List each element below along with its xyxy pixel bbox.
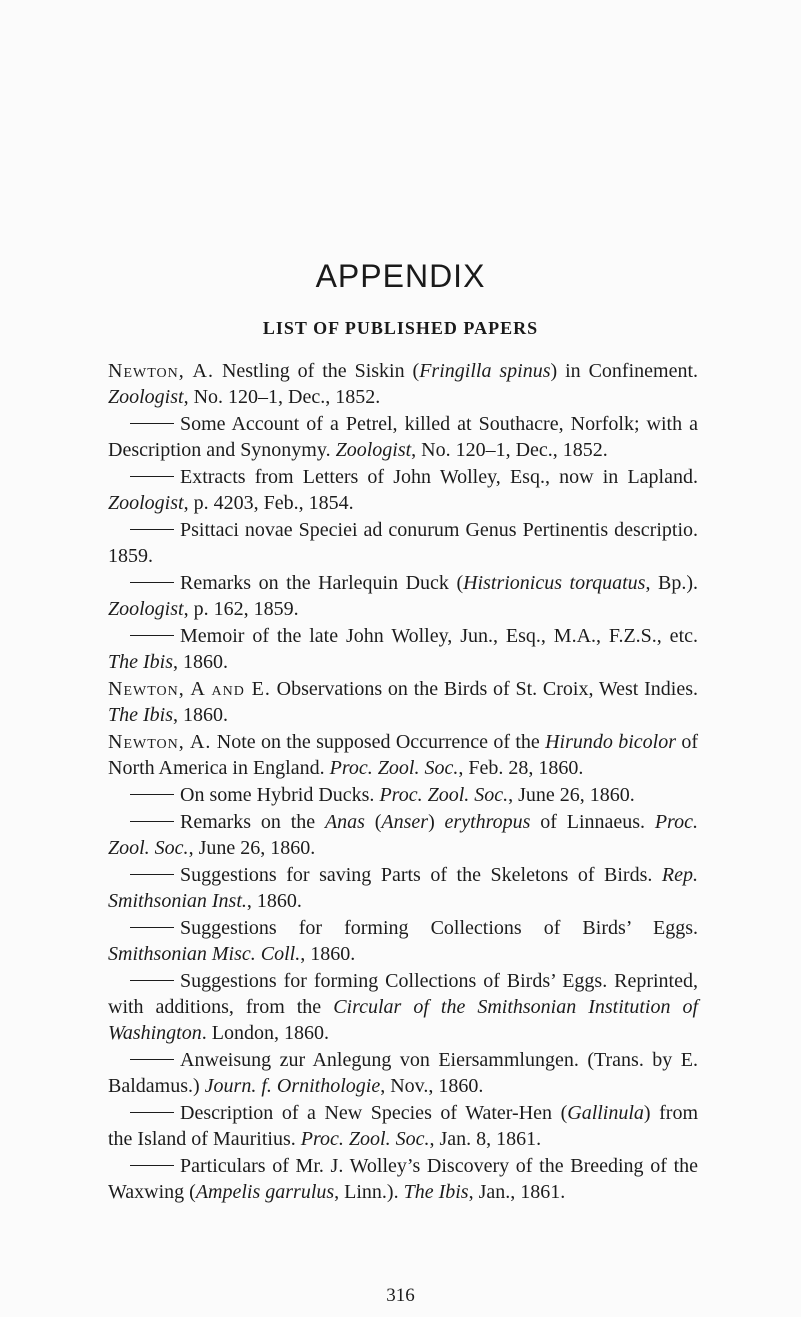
publication-list [108, 358, 698, 1206]
ditto-dash [130, 1112, 174, 1113]
publication-entry: Anweisung zur Anlegung von Eiersammlungen. (Trans. by E. Baldamus.) Journ. f. Ornithologie, Nov., 1860. [108, 1049, 698, 1097]
ditto-dash [130, 635, 174, 636]
ditto-dash [130, 423, 174, 424]
publication-entry: Suggestions for forming Collections of Birds’ Eggs. Smithsonian Misc. Coll., 1860. [108, 917, 698, 965]
publication-entry: Extracts from Letters of John Wolley, Esq., now in Lapland. Zoologist, p. 4203, Feb., 1854. [108, 466, 698, 514]
publication-entry: Newton, A. Nestling of the Siskin (Fringilla spinus) in Confinement. Zoologist, No. 120–1, Dec., 1852. [108, 360, 699, 408]
ditto-dash [130, 874, 174, 875]
entry-author: Newton, A. [108, 360, 214, 382]
page-number: 316 [386, 1285, 415, 1306]
ditto-dash [130, 821, 174, 822]
ditto-dash [130, 980, 174, 981]
publication-entry: Particulars of Mr. J. Wolley’s Discovery of the Breeding of the Waxwing (Ampelis garrulus, Linn.). The Ibis, Jan., 1861. [108, 1155, 698, 1203]
entry-author: Newton, A. [108, 731, 212, 753]
ditto-dash [130, 476, 174, 477]
publication-entry: On some Hybrid Ducks. Proc. Zool. Soc., June 26, 1860. [108, 782, 698, 808]
ditto-dash [130, 794, 174, 795]
publication-entry: Memoir of the late John Wolley, Jun., Esq., M.A., F.Z.S., etc. The Ibis, 1860. [108, 625, 698, 673]
ditto-dash [130, 582, 174, 583]
publication-entry: Newton, A. Note on the supposed Occurrence of the Hirundo bicolor of North America in England. Proc. Zool. Soc., Feb. 28, 1860. [108, 731, 698, 779]
ditto-dash [130, 927, 174, 928]
list-heading: LIST OF PUBLISHED PAPERS [262, 318, 539, 338]
publication-entry: Suggestions for saving Parts of the Skeletons of Birds. Rep. Smithsonian Inst., 1860. [108, 864, 698, 912]
publication-entry: Remarks on the Anas (Anser) erythropus of Linnaeus. Proc. Zool. Soc., June 26, 1860. [108, 811, 698, 859]
publication-entry: Newton, A and E. Observations on the Birds of St. Croix, West Indies. The Ibis, 1860. [108, 678, 699, 726]
entry-author: Newton, A and E. [108, 678, 271, 700]
ditto-dash [130, 1059, 174, 1060]
appendix-title: APPENDIX [315, 258, 486, 294]
publication-entry: Suggestions for forming Collections of Birds’ Eggs. Reprinted, with additions, from the Circular of the Smithsonian Institution of Washington. London, 1860. [108, 970, 698, 1044]
publication-entry: Remarks on the Harlequin Duck (Histrionicus torquatus, Bp.). Zoologist, p. 162, 1859. [108, 572, 698, 620]
publication-entry: Description of a New Species of Water-Hen (Gallinula) from the Island of Mauritius. Proc. Zool. Soc., Jan. 8, 1861. [108, 1102, 698, 1150]
ditto-dash [130, 529, 174, 530]
publication-entry: Some Account of a Petrel, killed at Southacre, Norfolk; with a Description and Synonymy. Zoologist, No. 120–1, Dec., 1852. [108, 413, 698, 461]
ditto-dash [130, 1165, 174, 1166]
publication-entry: Psittaci novae Speciei ad conurum Genus Pertinentis descriptio. 1859. [108, 519, 698, 567]
